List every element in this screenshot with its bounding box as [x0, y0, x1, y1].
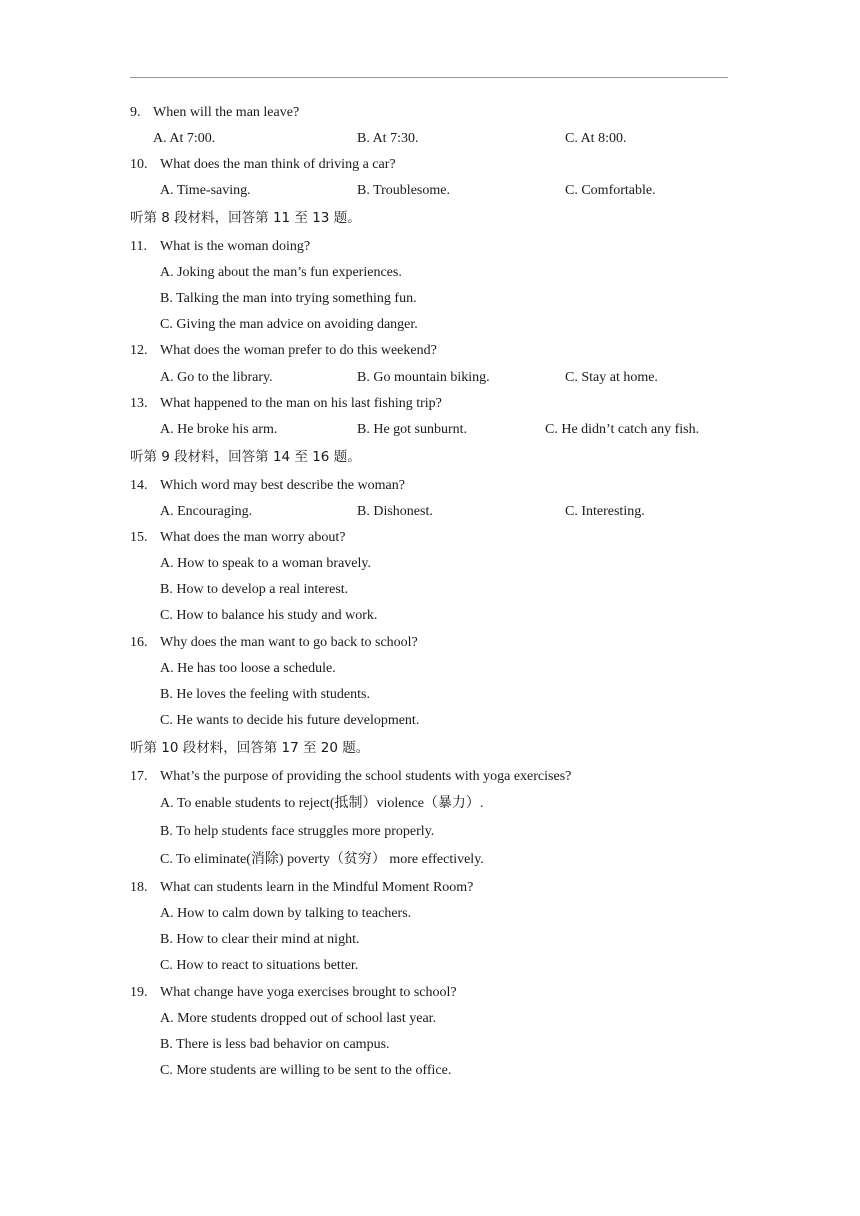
option-c[interactable]: C. More students are willing to be sent to the office.: [160, 1063, 452, 1078]
header-rule: [130, 77, 728, 78]
question-text: When will the man leave?: [153, 105, 300, 120]
question-17: [0, 767, 860, 787]
question-text: Which word may best describe the woman?: [160, 478, 405, 493]
question-text: What’s the purpose of providing the school students with yoga exercises?: [160, 769, 572, 784]
option-c[interactable]: C. Giving the man advice on avoiding danger.: [160, 317, 418, 332]
options-row: [0, 1035, 860, 1055]
option-a[interactable]: A. More students dropped out of school last year.: [160, 1011, 437, 1026]
question-text: What change have yoga exercises brought to school?: [160, 985, 457, 1000]
question-number: 12.: [130, 343, 148, 358]
question-number: 10.: [130, 157, 148, 172]
options-row: [0, 711, 860, 731]
option-c[interactable]: C. Comfortable.: [565, 183, 656, 198]
question-19: [0, 983, 860, 1003]
question-number: 16.: [130, 635, 148, 650]
options-row: [0, 289, 860, 309]
question-12: [0, 341, 860, 361]
options-row: [0, 129, 860, 149]
option-a[interactable]: A. How to speak to a woman bravely.: [160, 556, 371, 571]
question-11: [0, 237, 860, 257]
section-10-label: 听第 10 段材料，回答第 17 至 20 题。: [130, 740, 370, 756]
option-b[interactable]: B. Talking the man into trying something fun.: [160, 291, 417, 306]
section-8-label: 听第 8 段材料，回答第 11 至 13 题。: [130, 210, 361, 226]
section-9-label: 听第 9 段材料，回答第 14 至 16 题。: [130, 449, 361, 465]
option-b[interactable]: B. How to develop a real interest.: [160, 582, 349, 597]
options-row: [0, 930, 860, 950]
question-text: What happened to the man on his last fishing trip?: [160, 396, 442, 411]
question-15: [0, 528, 860, 548]
option-b[interactable]: B. He loves the feeling with students.: [160, 687, 370, 702]
options-row: [0, 420, 860, 440]
options-row: [0, 502, 860, 522]
question-number: 11.: [130, 239, 147, 254]
option-a[interactable]: A. Joking about the man’s fun experiences.: [160, 265, 402, 280]
question-16: [0, 633, 860, 653]
option-a[interactable]: A. Time-saving.: [160, 183, 251, 198]
option-c[interactable]: C. How to react to situations better.: [160, 958, 359, 973]
options-row: [0, 685, 860, 705]
option-a[interactable]: A. At 7:00.: [153, 131, 216, 146]
question-text: What does the man worry about?: [160, 530, 346, 545]
option-b[interactable]: B. At 7:30.: [357, 131, 419, 146]
question-text: What does the woman prefer to do this weekend?: [160, 343, 437, 358]
options-row: [0, 1061, 860, 1081]
option-a[interactable]: A. How to calm down by talking to teachers.: [160, 906, 412, 921]
option-a[interactable]: A. He broke his arm.: [160, 422, 278, 437]
question-10: [0, 155, 860, 175]
options-row: [0, 794, 860, 814]
options-row: [0, 1009, 860, 1029]
question-number: 18.: [130, 880, 148, 895]
option-c[interactable]: C. Stay at home.: [565, 370, 658, 385]
question-number: 13.: [130, 396, 148, 411]
question-number: 19.: [130, 985, 148, 1000]
option-b[interactable]: B. Troublesome.: [357, 183, 450, 198]
question-9: [0, 103, 860, 123]
question-number: 15.: [130, 530, 148, 545]
options-row: [0, 606, 860, 626]
question-number: 17.: [130, 769, 148, 784]
section-instruction: [0, 738, 860, 758]
option-b[interactable]: B. Dishonest.: [357, 504, 433, 519]
question-14: [0, 476, 860, 496]
option-c[interactable]: C. To eliminate(消除) poverty（贫穷） more effectively.: [160, 852, 484, 867]
options-row: [0, 181, 860, 201]
question-text: What is the woman doing?: [160, 239, 311, 254]
option-c[interactable]: C. He wants to decide his future development.: [160, 713, 420, 728]
option-b[interactable]: B. He got sunburnt.: [357, 422, 468, 437]
options-row: [0, 554, 860, 574]
question-number: 14.: [130, 478, 148, 493]
options-row: [0, 904, 860, 924]
option-b[interactable]: B. There is less bad behavior on campus.: [160, 1037, 390, 1052]
options-row: [0, 822, 860, 842]
option-b[interactable]: B. To help students face struggles more properly.: [160, 824, 435, 839]
option-b[interactable]: B. Go mountain biking.: [357, 370, 490, 385]
question-text: What does the man think of driving a car?: [160, 157, 396, 172]
options-row: [0, 580, 860, 600]
option-a[interactable]: A. Encouraging.: [160, 504, 253, 519]
option-a[interactable]: A. He has too loose a schedule.: [160, 661, 336, 676]
options-row: [0, 850, 860, 870]
options-row: [0, 659, 860, 679]
section-instruction: [0, 447, 860, 467]
options-row: [0, 956, 860, 976]
options-row: [0, 263, 860, 283]
question-text: What can students learn in the Mindful Moment Room?: [160, 880, 474, 895]
option-c[interactable]: C. At 8:00.: [565, 131, 627, 146]
question-number: 9.: [130, 105, 141, 120]
question-text: Why does the man want to go back to school?: [160, 635, 418, 650]
options-row: [0, 368, 860, 388]
question-13: [0, 394, 860, 414]
options-row: [0, 315, 860, 335]
option-b[interactable]: B. How to clear their mind at night.: [160, 932, 360, 947]
option-a[interactable]: A. To enable students to reject(抵制）violence（暴力）.: [160, 796, 484, 811]
section-instruction: [0, 208, 860, 228]
option-c[interactable]: C. How to balance his study and work.: [160, 608, 378, 623]
option-c[interactable]: C. Interesting.: [565, 504, 645, 519]
option-c[interactable]: C. He didn’t catch any fish.: [545, 422, 700, 437]
option-a[interactable]: A. Go to the library.: [160, 370, 273, 385]
question-18: [0, 878, 860, 898]
